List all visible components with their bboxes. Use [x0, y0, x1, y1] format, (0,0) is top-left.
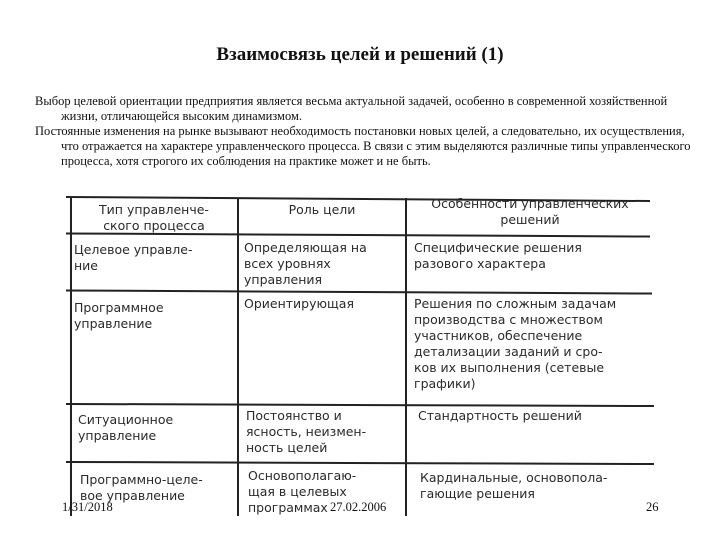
- table-cell: Основополагаю- щая в целевых программах: [248, 468, 357, 515]
- table-cell: Ситуационное управление: [78, 412, 174, 443]
- table-cell: Специфические решения разового характера: [414, 240, 582, 271]
- table-cell: Программно-целе- вое управление: [80, 472, 203, 503]
- table-cell: Решения по сложным задачам производства с множеством участников, обеспечение детализации заданий и сро- ков их выполнения (сетевые графики): [414, 296, 617, 391]
- intro-text: [35, 94, 695, 169]
- table-cell: Ориентирующая: [244, 296, 354, 311]
- table-cell: Определяющая на всех уровнях управления: [244, 240, 367, 287]
- intro-paragraph-1: Выбор целевой ориентации предприятия является весьма актуальной задачей, особенно в современной хозяйственной жизни, отличающейся высоким динамизмом.: [35, 94, 668, 123]
- table-cell: Постоянство и ясность, неизмен- ность целей: [246, 408, 367, 455]
- table-header-process-type: Тип управленче- ского процесса: [99, 202, 209, 233]
- intro-paragraph-2: Постоянные изменения на рынке вызывают необходимость постановки новых целей, а следовательно, их осуществления, что отражается на характере управленческого процесса. В связи с этим выделяются различные типы управленческого процесса, хотя строгого их соблюдения на практике может и не быть.: [35, 124, 691, 168]
- table-cell: Стандартность решений: [418, 408, 582, 423]
- footer-date-left: 1/31/2018: [62, 500, 113, 514]
- page-number: 26: [646, 500, 659, 514]
- table-cell: Программное управление: [74, 300, 164, 331]
- slide-title: Взаимосвязь целей и решений (1): [216, 44, 504, 65]
- decision-types-table: [62, 190, 654, 518]
- table-header-goal-role: Роль цели: [288, 202, 356, 217]
- table-cell: Целевое управле- ние: [74, 242, 193, 273]
- table-header-decision-features: Особенности управленческих решений: [431, 196, 629, 227]
- table-cell: Кардинальные, основопола- гающие решения: [420, 470, 608, 501]
- footer-date-center: 27.02.2006: [330, 500, 387, 514]
